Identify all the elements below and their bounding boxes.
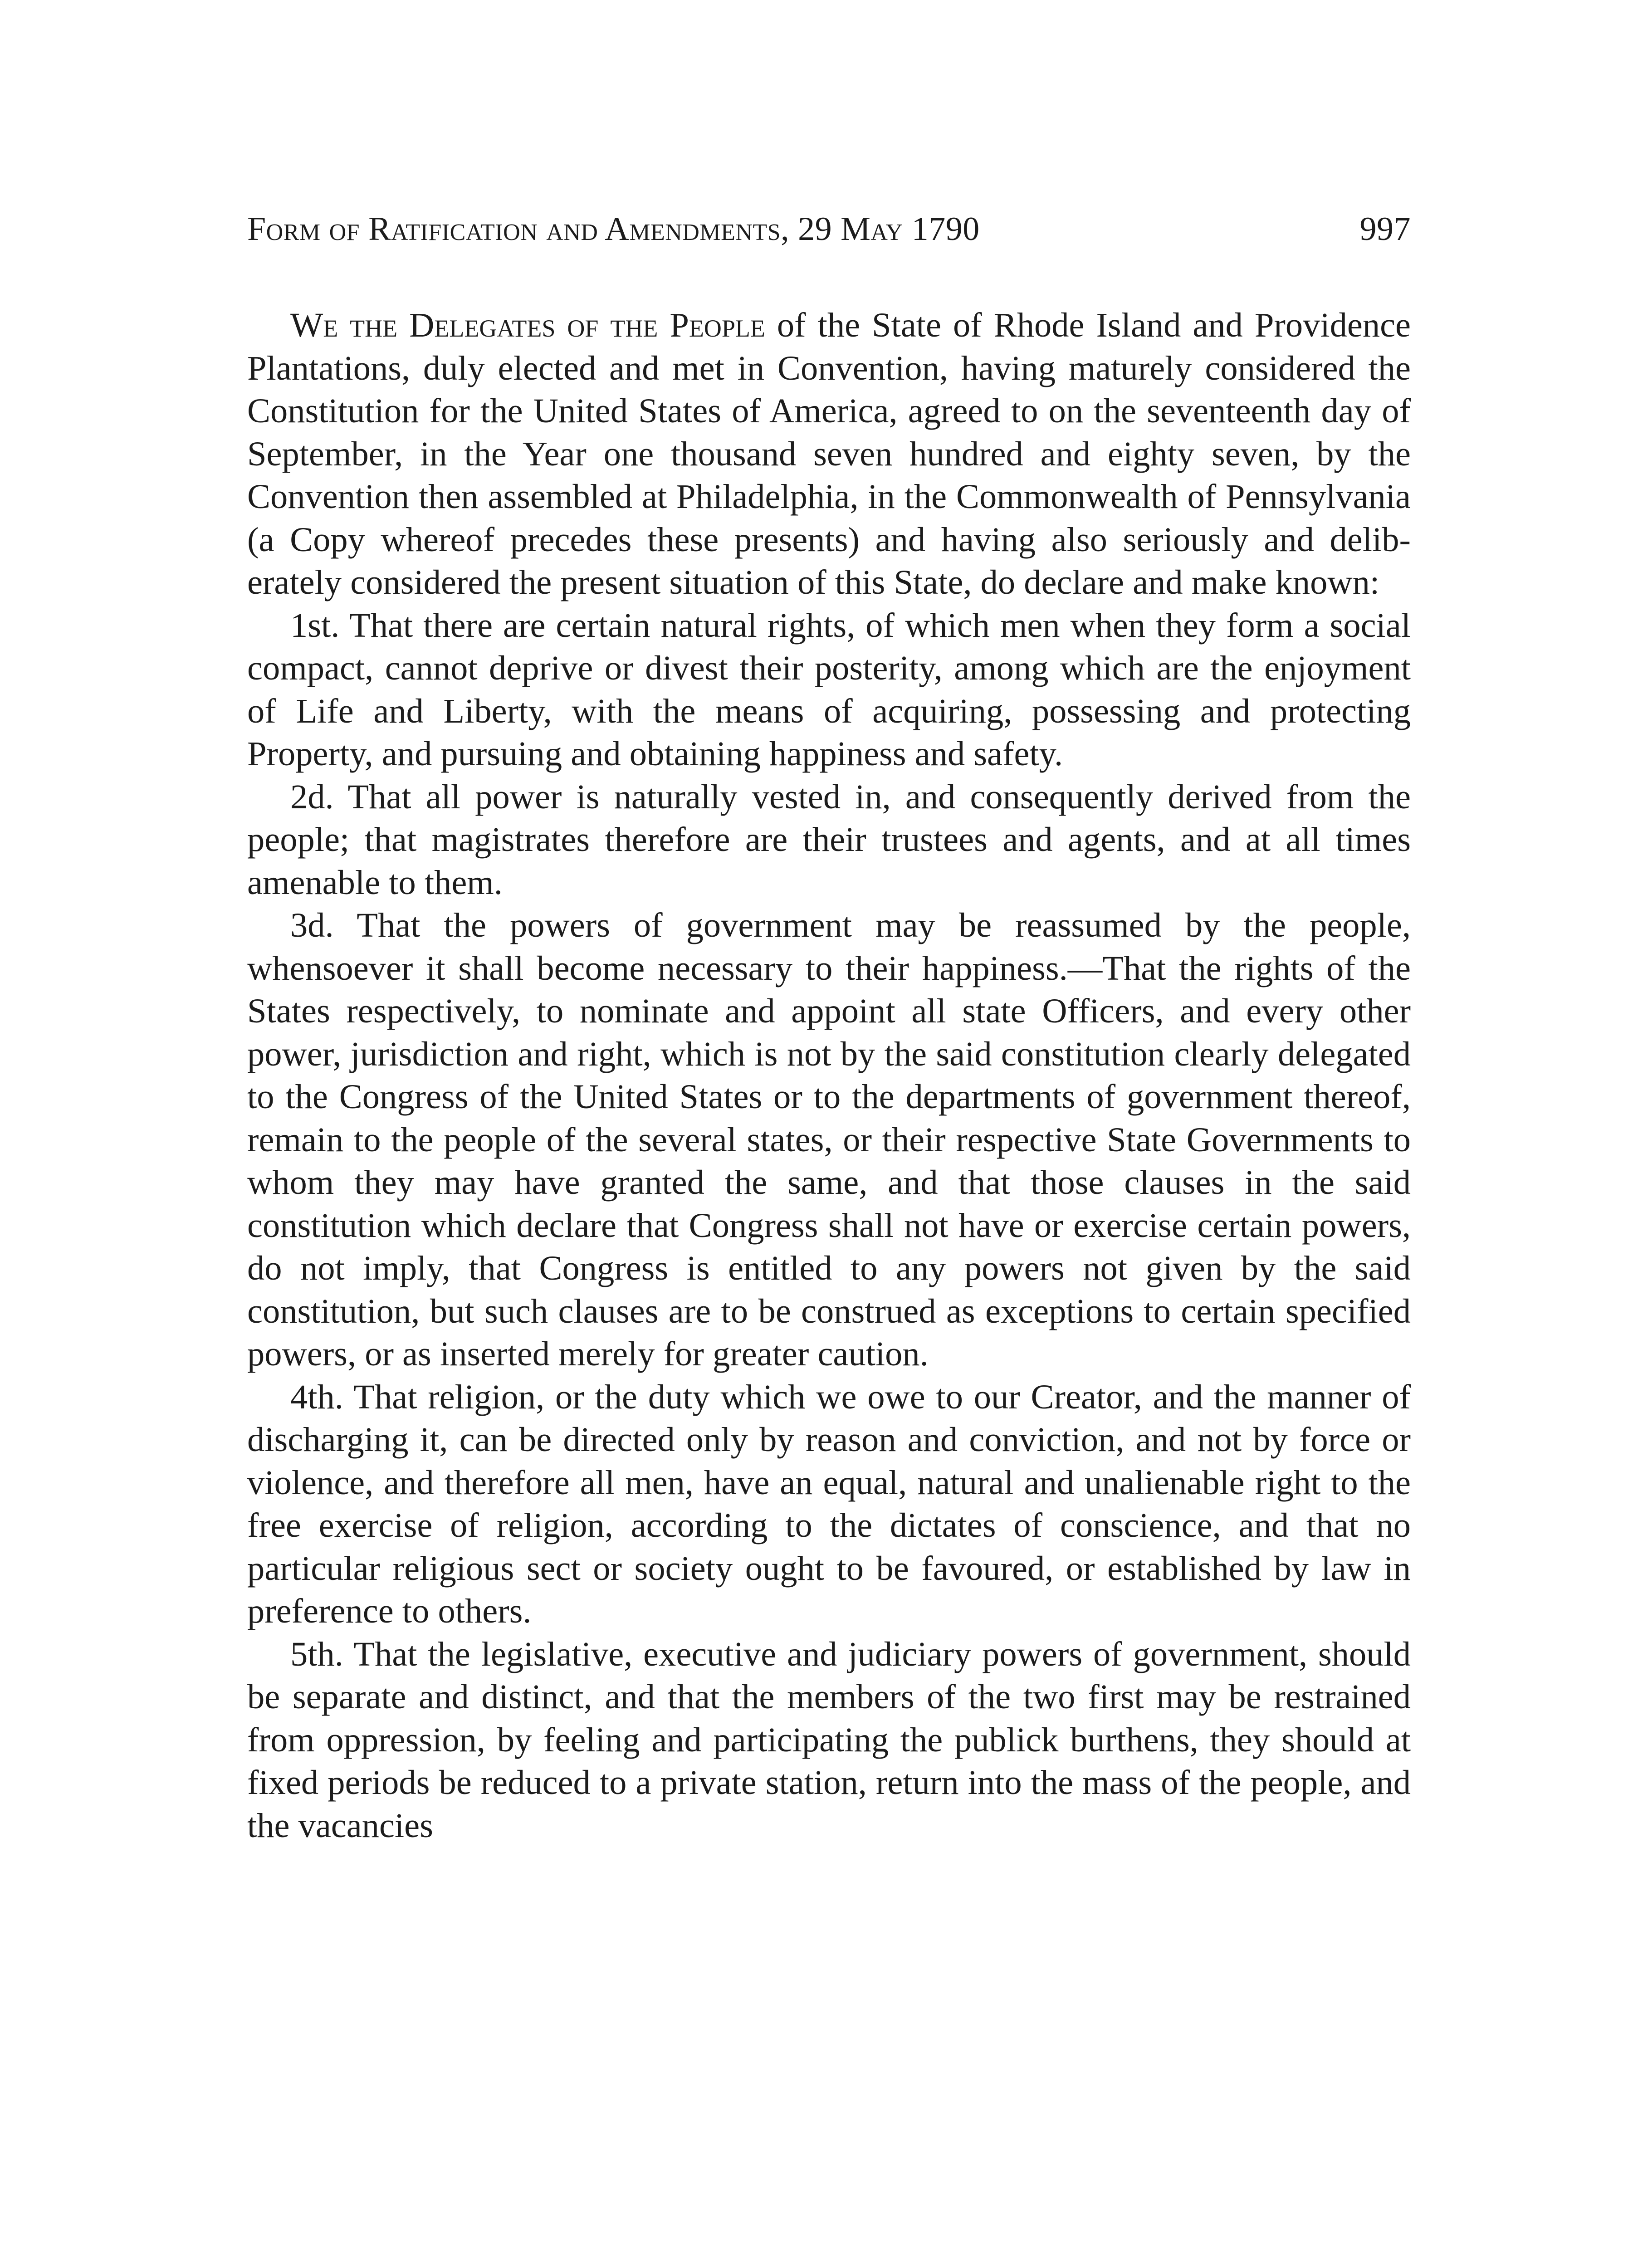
preamble-paragraph	[247, 304, 1411, 604]
running-header-title: Form of Ratification and Amendments, 29 May 1790	[247, 210, 980, 248]
article-3-paragraph: 3d. That the powers of government may be reassumed by the people, whensoever it shall become necessary to their happiness.—That the rights of the States respectively, to nominate and appoint all state Officers, and every other power, jurisdiction and right, which is not by the said constitution clearly delegated to the Congress of the United States or to the departments of government thereof, remain to the people of the several states, or their respective State Governments to whom they may have granted the same, and that those clauses in the said constitution which declare that Congress shall not have or exercise certain powers, do not imply, that Congress is entitled to any powers not given by the said constitution, but such clauses are to be construed as exceptions to certain specified powers, or as inserted merely for greater caution.	[247, 906, 1411, 1373]
preamble-text: of the State of Rhode Island and Providence Plantations, duly elected and met in Convention, having maturely considered the Constitution for the United States of America, agreed to on the seventeenth day of September, in the Year one thousand seven hundred and eighty seven, by the Convention then assembled at Philadelphia, in the Commonwealth of Pennsylvania (a Copy whereof precedes these presents) and having also seriously and deliberately considered the present situation of this State, do declare and make known:	[247, 306, 1411, 601]
article-1-paragraph: 1st. That there are certain natural rights, of which men when they form a social compact, cannot deprive or divest their posterity, among which are the enjoyment of Life and Liberty, with the means of acquiring, possessing and protecting Property, and pursuing and obtaining happiness and safety.	[247, 606, 1411, 773]
article-2-paragraph: 2d. That all power is naturally vested in, and consequently derived from the people; that magistrates therefore are their trustees and agents, and at all times amenable to them.	[247, 777, 1411, 902]
article-5-paragraph: 5th. That the legislative, executive and judiciary powers of government, should be separate and distinct, and that the members of the two first may be restrained from oppression, by feeling and participating the publick burthens, they should at fixed periods be reduced to a private station, return into the mass of the people, and the vacancies	[247, 1634, 1411, 1845]
preamble-lead: We the Delegates of the People	[290, 306, 765, 344]
page-number: 997	[1359, 210, 1411, 248]
article-4-paragraph: 4th. That religion, or the duty which we owe to our Creator, and the manner of discharging it, can be directed only by reason and conviction, and not by force or violence, and therefore all men, have an equal, natural and unalienable right to the free exercise of religion, according to the dictates of conscience, and that no particular religious sect or society ought to be favoured, or established by law in preference to others.	[247, 1377, 1411, 1630]
document-body	[247, 304, 1411, 1847]
running-header	[247, 206, 1411, 252]
